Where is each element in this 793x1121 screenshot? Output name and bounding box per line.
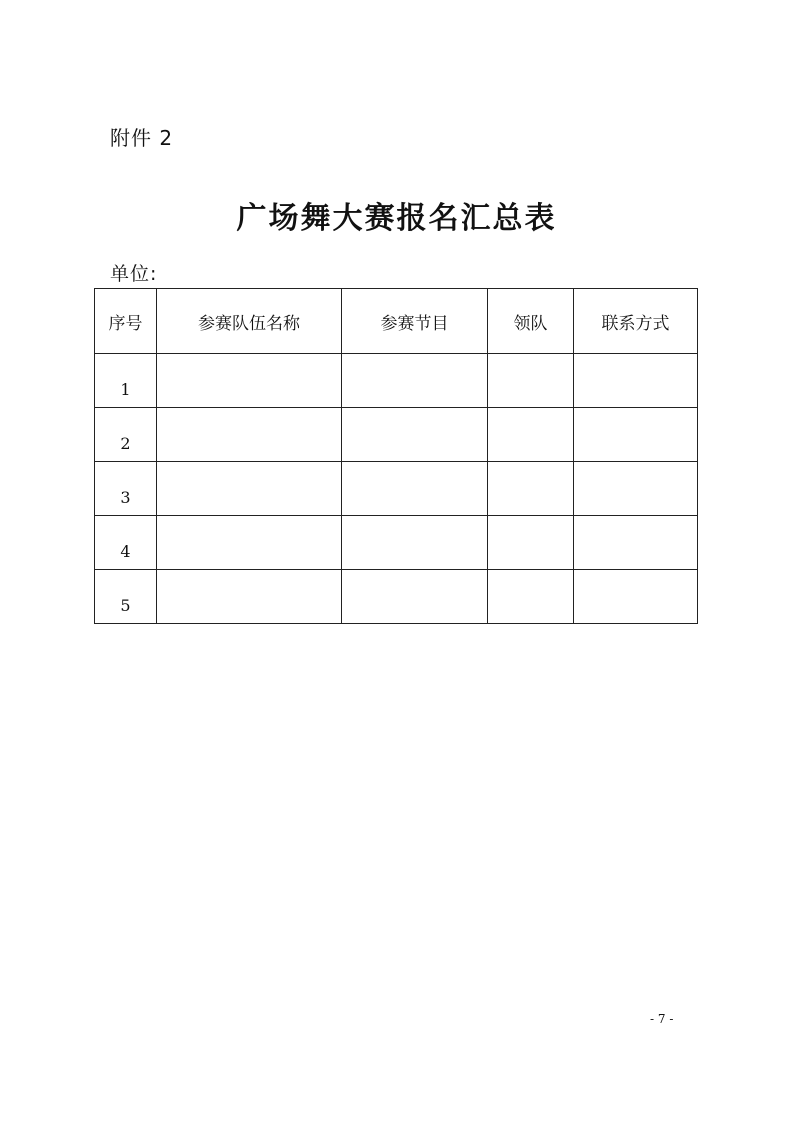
team-name-cell[interactable] [157,354,342,408]
table-row [95,516,698,570]
team-name-cell[interactable] [157,462,342,516]
row-index-cell: 2 [95,408,157,462]
team-name-cell[interactable] [157,570,342,624]
leader-cell[interactable] [488,462,574,516]
team-name-cell[interactable] [157,408,342,462]
header-program: 参赛节目 [342,289,488,354]
table-row [95,462,698,516]
contact-cell[interactable] [574,354,698,408]
contact-cell[interactable] [574,516,698,570]
table-row [95,570,698,624]
contact-cell[interactable] [574,408,698,462]
table-header-row [95,289,698,354]
attachment-label: 附件 2 [110,126,174,150]
program-cell[interactable] [342,462,488,516]
header-index: 序号 [95,289,157,354]
header-team-name: 参赛队伍名称 [157,289,342,354]
row-index-cell: 3 [95,462,157,516]
document-title: 广场舞大赛报名汇总表 [236,201,557,236]
team-name-cell[interactable] [157,516,342,570]
header-leader: 领队 [488,289,574,354]
leader-cell[interactable] [488,408,574,462]
leader-cell[interactable] [488,516,574,570]
unit-label: 单位: [110,263,158,285]
row-index-cell: 5 [95,570,157,624]
row-index-cell: 1 [95,354,157,408]
program-cell[interactable] [342,516,488,570]
page-number: - 7 - [650,1012,674,1026]
program-cell[interactable] [342,354,488,408]
contact-cell[interactable] [574,462,698,516]
program-cell[interactable] [342,570,488,624]
leader-cell[interactable] [488,570,574,624]
registration-summary-table [94,288,698,624]
leader-cell[interactable] [488,354,574,408]
table-row [95,408,698,462]
program-cell[interactable] [342,408,488,462]
header-contact: 联系方式 [574,289,698,354]
row-index-cell: 4 [95,516,157,570]
contact-cell[interactable] [574,570,698,624]
table-row [95,354,698,408]
